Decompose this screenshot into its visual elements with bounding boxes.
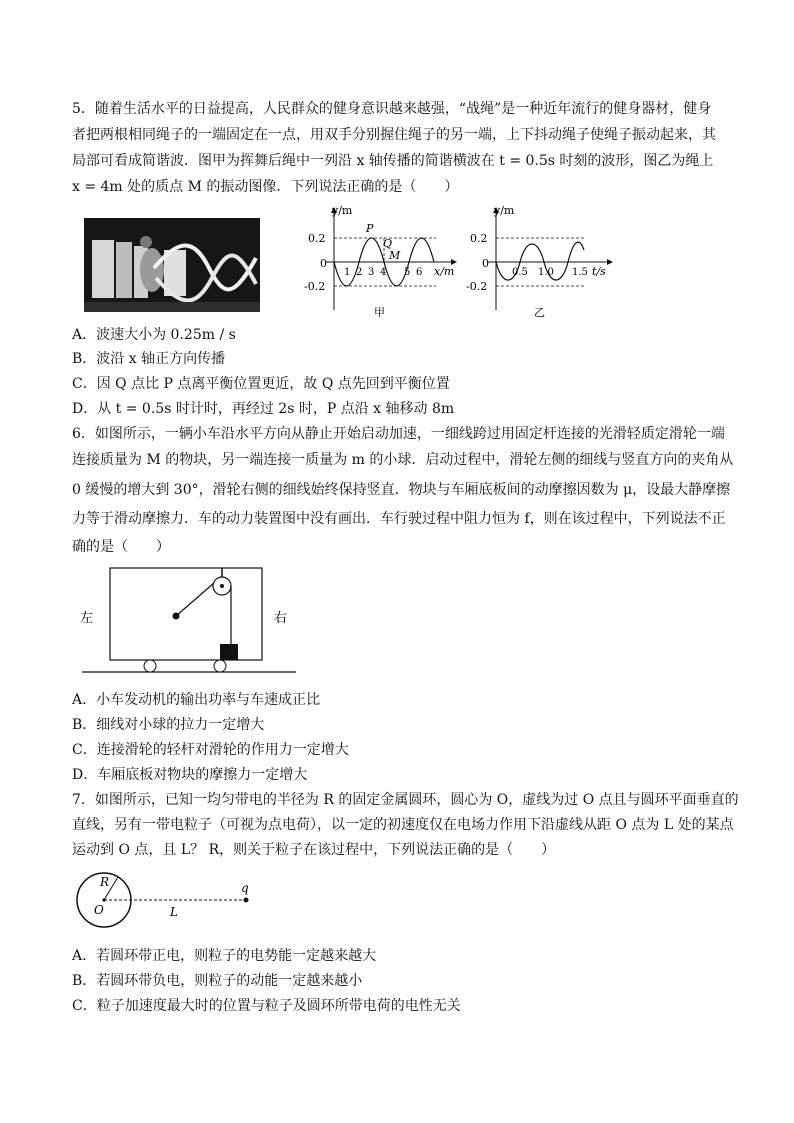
jia-xtick-4: 4 xyxy=(380,267,387,278)
q6-line-1: 6．如图所示，一辆小车沿水平方向从静止开始启动加速，一细线跨过用固定杆连接的光滑轻质定滑轮一端 xyxy=(72,426,725,442)
left-label: 左 xyxy=(80,611,94,626)
point-Q: Q xyxy=(383,237,393,250)
block xyxy=(220,644,238,660)
jia-xtick-5: 5 xyxy=(404,267,411,278)
yi-ttick-1: 0.5 xyxy=(512,267,528,278)
q5-option-b: B．波沿 x 轴正方向传播 xyxy=(72,351,226,367)
wheel-right xyxy=(214,660,226,672)
jia-xtick-3: 3 xyxy=(368,267,375,278)
q5-option-a: A．波速大小为 0.25m / s xyxy=(72,327,236,343)
q5-line-1: 5．随着生活水平的日益提高，人民群众的健身意识越来越强，“战绳”是一种近年流行的健身器材，健身 xyxy=(72,101,712,117)
q5-option-c: C．因 Q 点比 P 点离平衡位置更近，故 Q 点先回到平衡位置 xyxy=(72,376,450,392)
q5-line-3: 局部可看成简谐波．图甲为挥舞后绳中一列沿 x 轴传播的简谐横波在 t = 0.5s 时刻的波形，图乙为绳上 xyxy=(72,153,714,169)
point-M: M xyxy=(389,249,401,262)
q7-line-1: 7．如图所示，已知一均匀带电的半径为 R 的固定金属圆环，圆心为 O，虚线为过 O 点且与圆环平面垂直的 xyxy=(72,792,739,808)
q6-line-4: 力等于滑动摩擦力．车的动力装置图中没有画出．车行驶过程中阻力恒为 f，则在该过程中，下列说法不正 xyxy=(72,511,726,527)
yi-ttick-2: 1.0 xyxy=(538,267,554,278)
vibration-graph-yi xyxy=(462,200,620,324)
label-q: q xyxy=(241,881,249,895)
q6-option-d: D．车厢底板对物块的摩擦力一定增大 xyxy=(72,767,308,783)
jia-xtick-2: 2 xyxy=(356,267,363,278)
yi-ytick-neg: -0.2 xyxy=(466,280,488,293)
q5-line-2: 者把两根相同绳子的一端固定在一点，用双手分别握住绳子的另一端，上下抖动绳子使绳子振动起来，其 xyxy=(72,127,716,143)
q6-option-a: A．小车发动机的输出功率与车速成正比 xyxy=(72,692,321,708)
q7-line-2: 直线，另有一带电粒子（可视为点电荷），以一定的初速度仅在电场力作用下沿虚线从距 O 点为 L 处的某点 xyxy=(72,817,734,833)
yi-ylabel: y/m xyxy=(494,204,515,217)
label-R: R xyxy=(100,875,110,889)
cart-pulley-figure xyxy=(74,560,304,682)
wheel-left xyxy=(144,660,156,672)
right-label: 右 xyxy=(274,611,288,626)
yi-caption: 乙 xyxy=(534,306,545,319)
charged-particle xyxy=(244,898,249,903)
q6-line-5: 确的是（ ） xyxy=(72,539,170,555)
yi-origin: 0 xyxy=(482,257,489,270)
jia-xtick-1: 1 xyxy=(344,267,351,278)
q7-option-c: C．粒子加速度最大时的位置与粒子及圆环所带电荷的电性无关 xyxy=(72,998,461,1014)
battle-rope-photo xyxy=(84,218,260,312)
q7-option-a: A．若圆环带正电，则粒子的电势能一定越来越大 xyxy=(72,948,377,964)
yi-xlabel: t/s xyxy=(592,265,606,278)
wave-graph-jia xyxy=(296,200,464,324)
yi-ttick-3: 1.5 xyxy=(572,267,588,278)
q6-option-b: B．细线对小球的拉力一定增大 xyxy=(72,717,265,733)
jia-xlabel: x/m xyxy=(434,265,455,278)
point-P: P xyxy=(366,222,374,235)
small-ball xyxy=(173,613,180,620)
label-L: L xyxy=(170,905,178,919)
q5-option-d: D．从 t = 0.5s 时计时，再经过 2s 时，P 点沿 x 轴移动 8m xyxy=(72,401,455,417)
label-O: O xyxy=(94,903,104,917)
q6-option-c: C．连接滑轮的轻杆对滑轮的作用力一定增大 xyxy=(72,742,349,758)
q6-line-2: 连接质量为 M 的物块，另一端连接一质量为 m 的小球．启动过程中，滑轮左侧的细线与竖直方向的夹角从 xyxy=(72,452,734,468)
string-left xyxy=(176,583,214,616)
jia-ylabel: y/m xyxy=(332,204,353,217)
jia-origin: 0 xyxy=(320,257,327,270)
ring-charge-figure xyxy=(74,868,270,936)
cart-body xyxy=(110,568,262,660)
yi-ytick-pos: 0.2 xyxy=(470,232,488,245)
jia-caption: 甲 xyxy=(374,306,385,319)
q5-line-4: x = 4m 处的质点 M 的振动图像．下列说法正确的是（ ） xyxy=(72,179,459,195)
jia-xtick-6: 6 xyxy=(416,267,423,278)
q7-line-3: 运动到 O 点，且 L？ R，则关于粒子在该过程中，下列说法正确的是（ ） xyxy=(72,842,556,858)
jia-ytick-pos: 0.2 xyxy=(308,232,326,245)
jia-ytick-neg: -0.2 xyxy=(304,280,326,293)
q6-line-3: 0 缓慢的增大到 30°，滑轮右侧的细线始终保持竖直．物块与车厢底板间的动摩擦因数为 μ，设最大静摩擦 xyxy=(72,482,731,498)
q7-option-b: B．若圆环带负电，则粒子的动能一定越来越小 xyxy=(72,973,363,989)
